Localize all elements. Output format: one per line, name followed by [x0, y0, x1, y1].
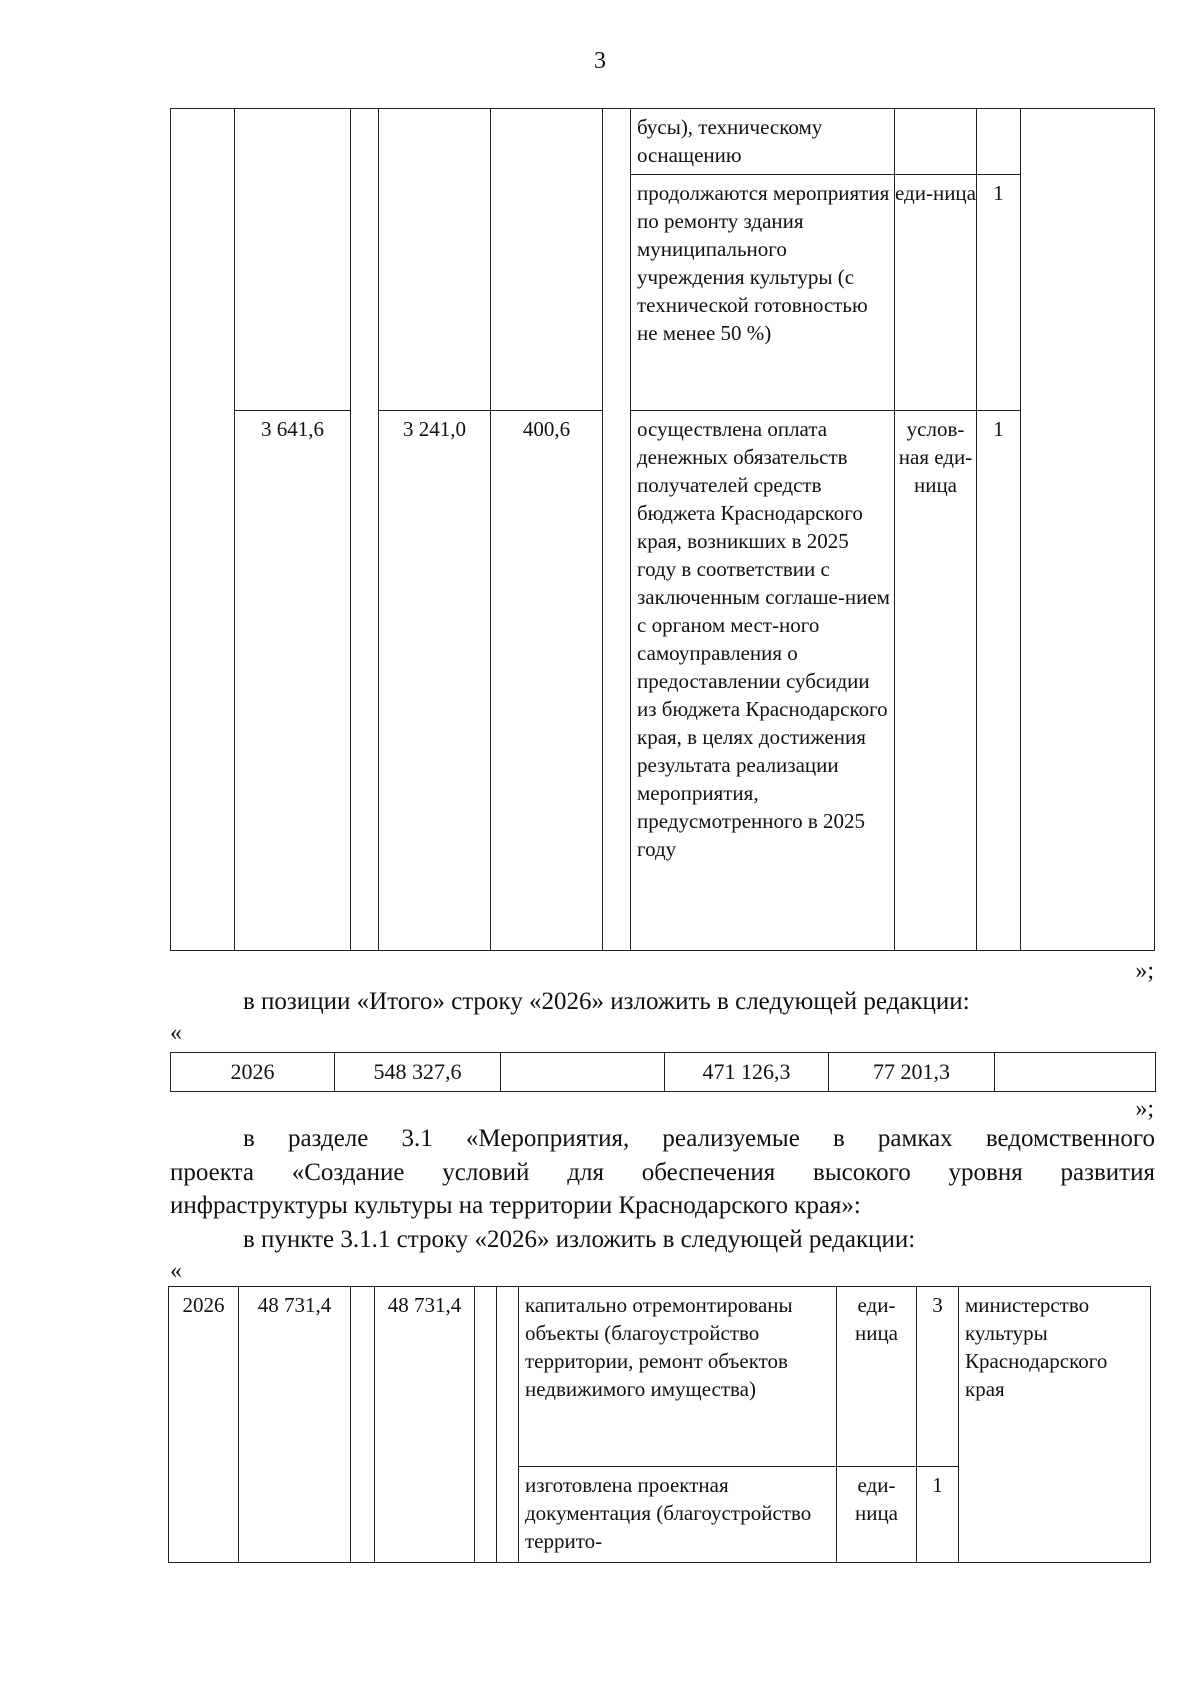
value-cell: 1 — [917, 1467, 959, 1563]
table-cell — [351, 109, 379, 951]
table-cell — [995, 1053, 1156, 1092]
paragraph-itogo: в позиции «Итого» строку «2026» изложить в следующей редакции: — [243, 988, 970, 1015]
result-description: изготовлена проектная документация (благоустройство террито- — [519, 1467, 837, 1563]
unit-cell: услов-ная еди-ница — [895, 411, 977, 951]
opening-quote: « — [170, 1020, 182, 1046]
unit-cell: еди-ница — [837, 1287, 917, 1467]
result-description: капитально отремонтированы объекты (благоустройство территории, ремонт объектов недвижимого имущества) — [519, 1287, 837, 1467]
local-amount: 400,6 — [491, 411, 603, 951]
table-cell — [475, 1287, 497, 1563]
total-amount: 48 731,4 — [239, 1287, 351, 1563]
table-cell — [895, 109, 977, 175]
table-cell — [603, 109, 631, 951]
paragraph-section-line2: проекта «Создание условий для обеспечения высокого уровня развития — [170, 1159, 1155, 1186]
table-cell — [1021, 109, 1155, 951]
regional-amount: 471 126,3 — [665, 1053, 829, 1092]
paragraph-section-line3: инфраструктуры культуры на территории Краснодарского края»: — [170, 1192, 861, 1219]
value-cell: 1 — [977, 411, 1021, 951]
total-amount: 548 327,6 — [335, 1053, 501, 1092]
page-number: 3 — [594, 48, 606, 74]
table-cell — [977, 109, 1021, 175]
table-cell — [501, 1053, 665, 1092]
regional-amount: 3 241,0 — [379, 411, 491, 951]
result-description: бусы), техническому оснащению — [631, 109, 895, 175]
year-cell: 2026 — [169, 1287, 239, 1563]
local-amount: 77 201,3 — [829, 1053, 995, 1092]
closing-quote: »; — [1135, 1096, 1154, 1122]
result-description: продолжаются мероприятия по ремонту здания муниципального учреждения культуры (с технической готовностью не менее 50 %) — [631, 175, 895, 411]
table-cell — [351, 1287, 375, 1563]
total-row-table — [170, 1052, 1156, 1092]
table-cell — [379, 109, 491, 411]
paragraph-section-line1: в разделе 3.1 «Мероприятия, реализуемые в рамках ведомственного — [243, 1125, 1155, 1152]
value-cell: 1 — [977, 175, 1021, 411]
table-cell — [235, 109, 351, 411]
table-cell — [491, 109, 603, 411]
continuation-table — [170, 108, 1155, 951]
opening-quote: « — [170, 1258, 182, 1284]
table-cell — [497, 1287, 519, 1563]
total-amount: 3 641,6 — [235, 411, 351, 951]
value-cell: 3 — [917, 1287, 959, 1467]
paragraph-point: в пункте 3.1.1 строку «2026» изложить в следующей редакции: — [243, 1226, 916, 1253]
unit-cell: еди-ница — [837, 1467, 917, 1563]
measure-table — [168, 1286, 1151, 1563]
closing-quote: »; — [1135, 958, 1154, 984]
year-cell: 2026 — [171, 1053, 335, 1092]
executor-cell: министерство культуры Краснодарского края — [959, 1287, 1151, 1563]
result-description: осуществлена оплата денежных обязательств получателей средств бюджета Краснодарского края, возникших в 2025 году в соответствии с заключенным соглаше-нием с органом мест-ного самоуправления о предоставлении субсидии из бюджета Краснодарского края, в целях достижения результата реализации мероприятия, предусмотренного в 2025 году — [631, 411, 895, 951]
regional-amount: 48 731,4 — [375, 1287, 475, 1563]
unit-cell: еди-ница — [895, 175, 977, 411]
table-cell — [171, 109, 235, 951]
